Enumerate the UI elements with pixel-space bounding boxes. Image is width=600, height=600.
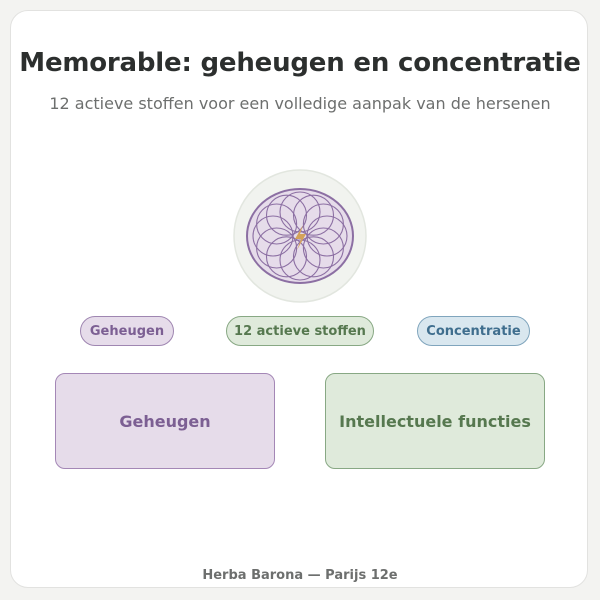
brain-emblem: [232, 168, 368, 304]
brain-flower-icon: [232, 168, 368, 304]
tag-active-ingredients: 12 actieve stoffen: [226, 316, 374, 346]
tag-memory: Geheugen: [80, 316, 174, 346]
footer-credit: Herba Barona — Parijs 12e: [202, 568, 398, 583]
tag-concentration: Concentratie: [417, 316, 530, 346]
box-memory: Geheugen: [55, 373, 275, 469]
page-title: Memorable: geheugen en concentratie: [19, 48, 581, 78]
page-subtitle: 12 actieve stoffen voor een volledige aanpak van de hersenen: [49, 94, 551, 113]
box-intellectual-functions: Intellectuele functies: [325, 373, 545, 469]
